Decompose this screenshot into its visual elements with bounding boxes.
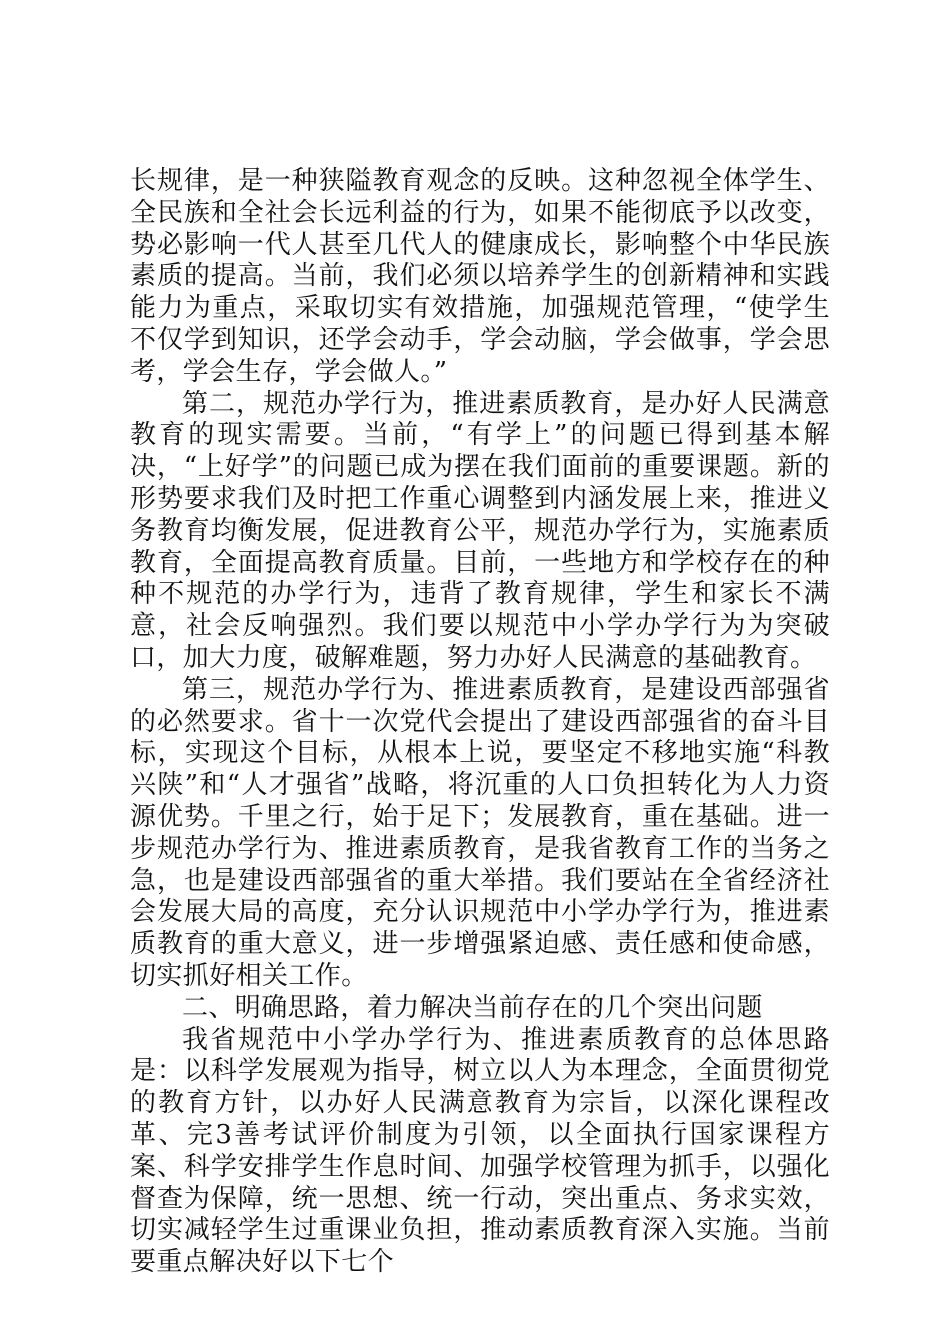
paragraph-1: 长规律，是一种狭隘教育观念的反映。这种忽视全体学生、全民族和全社会长远利益的行为，如果不能彻底予以改变，势必影响一代人甚至几代人的健康成长，影响整个中华民族素质的提高。当前，我们必须以培养学生的创新精神和实践能力为重点，采取切实有效措施，加强规范管理，“使学生不仅学到知识，还学会动手，学会动脑，学会做事，学会思考，学会生存，学会做人。” <box>130 166 830 387</box>
paragraph-3: 第三，规范办学行为、推进素质教育，是建设西部强省的必然要求。省十一次党代会提出了建设西部强省的奋斗目标，实现这个目标，从根本上说，要坚定不移地实施“科教兴陕”和“人才强省”战略，将沉重的人口负担转化为人力资源优势。千里之行，始于足下；发展教育，重在基础。进一步规范办学行为、推进素质教育，是我省教育工作的当务之急，也是建设西部强省的重大举措。我们要站在全省经济社会发展大局的高度，充分认识规范中小学办学行为，推进素质教育的重大意义，进一步增强紧迫感、责任感和使命感，切实抓好相关工作。 <box>130 674 830 991</box>
document-body <box>130 166 830 1279</box>
paragraph-4: 我省规范中小学办学行为、推进素质教育的总体思路是：以科学发展观为指导，树立以人为本理念，全面贯彻党的教育方针，以办好人民满意教育为宗旨，以深化课程改革、完3善考试评价制度为引领，以全面执行国家课程方案、科学安排学生作息时间、加强学校管理为抓手，以强化督查为保障，统一思想、统一行动，突出重点、务求实效，切实减轻学生过重课业负担，推动素质教育深入实施。当前要重点解决好以下七个 <box>130 1024 830 1278</box>
section-heading: 二、明确思路，着力解决当前存在的几个突出问题 <box>182 992 763 1023</box>
paragraph-2: 第二，规范办学行为，推进素质教育，是办好人民满意教育的现实需要。当前，“有学上”的问题已得到基本解决，“上好学”的问题已成为摆在我们面前的重要课题。新的形势要求我们及时把工作重心调整到内涵发展上来，推进义务教育均衡发展，促进教育公平，规范办学行为，实施素质教育，全面提高教育质量。目前，一些地方和学校存在的种种不规范的办学行为，违背了教育规律，学生和家长不满意，社会反响强烈。我们要以规范中小学办学行为为突破口，加大力度，破解难题，努力办好人民满意的基础教育。 <box>130 388 830 673</box>
